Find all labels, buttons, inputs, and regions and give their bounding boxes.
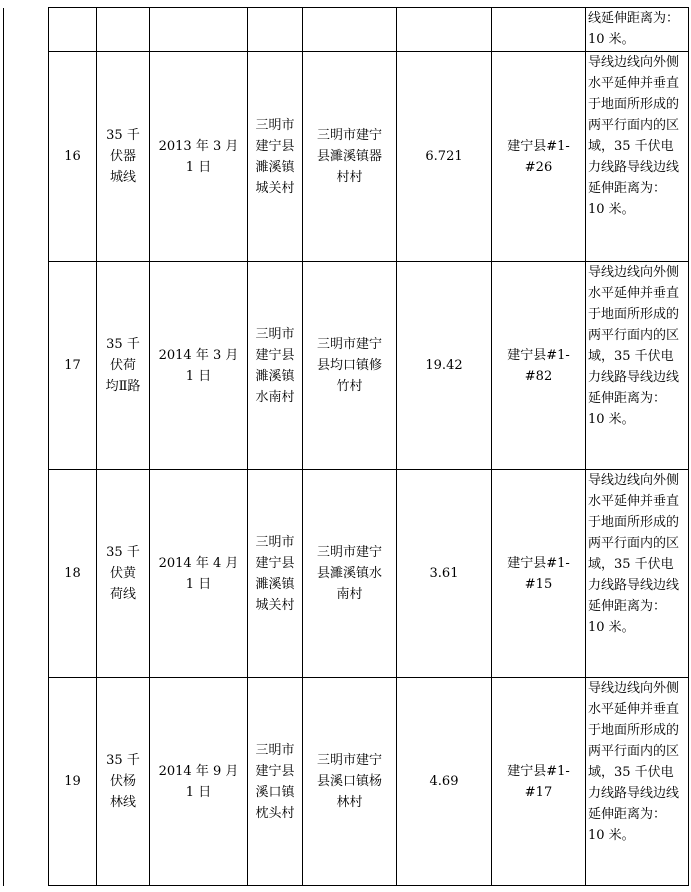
tower-range: 建宁县#1-#26 <box>492 52 586 262</box>
address: 三明市建宁县濉溪镇水南村 <box>303 470 397 678</box>
table-row <box>4 52 689 262</box>
address: 三明市建宁县濉溪镇器村村 <box>303 52 397 262</box>
scope-cell: 导线边线向外侧水平延伸并垂直于地面所形成的两平行面内的区域，35 千伏电力线路导线边线延伸距离为： 10 米。 <box>586 262 689 470</box>
table-row <box>4 8 689 52</box>
line-length: 19.42 <box>397 262 492 470</box>
address: 三明市建宁县溪口镇杨林村 <box>303 678 397 886</box>
row-number: 16 <box>49 52 97 262</box>
table-row <box>4 678 689 886</box>
outer-index-cell <box>4 8 49 886</box>
scope-cell: 线延伸距离为： 10 米。 <box>586 8 689 52</box>
line-name: 35 千伏荷均Ⅱ路 <box>97 262 150 470</box>
scope-cell: 导线边线向外侧水平延伸并垂直于地面所形成的两平行面内的区域，35 千伏电力线路导线边线延伸距离为： 10 米。 <box>586 678 689 886</box>
line-length: 4.69 <box>397 678 492 886</box>
row-number: 19 <box>49 678 97 886</box>
commission-date: 2014 年 3 月 1 日 <box>150 262 248 470</box>
scope-cell: 导线边线向外侧水平延伸并垂直于地面所形成的两平行面内的区域，35 千伏电力线路导线边线延伸距离为： 10 米。 <box>586 52 689 262</box>
location: 三明市建宁县濉溪镇城关村 <box>248 470 303 678</box>
commission-date: 2014 年 9 月 1 日 <box>150 678 248 886</box>
location: 三明市建宁县濉溪镇水南村 <box>248 262 303 470</box>
tower-range: 建宁县#1-#15 <box>492 470 586 678</box>
line-name: 35 千伏器城线 <box>97 52 150 262</box>
commission-date: 2013 年 3 月 1 日 <box>150 52 248 262</box>
tower-range: 建宁县#1-#17 <box>492 678 586 886</box>
line-name: 35 千伏杨林线 <box>97 678 150 886</box>
line-length: 6.721 <box>397 52 492 262</box>
address: 三明市建宁县均口镇修竹村 <box>303 262 397 470</box>
location: 三明市建宁县溪口镇枕头村 <box>248 678 303 886</box>
row-number: 17 <box>49 262 97 470</box>
commission-date: 2014 年 4 月 1 日 <box>150 470 248 678</box>
row-number: 18 <box>49 470 97 678</box>
table-row <box>4 470 689 678</box>
table-row <box>4 262 689 470</box>
scope-cell: 导线边线向外侧水平延伸并垂直于地面所形成的两平行面内的区域，35 千伏电力线路导线边线延伸距离为： 10 米。 <box>586 470 689 678</box>
line-length: 3.61 <box>397 470 492 678</box>
tower-range: 建宁县#1-#82 <box>492 262 586 470</box>
power-line-table <box>3 7 689 886</box>
line-name: 35 千伏黄荷线 <box>97 470 150 678</box>
location: 三明市建宁县濉溪镇城关村 <box>248 52 303 262</box>
